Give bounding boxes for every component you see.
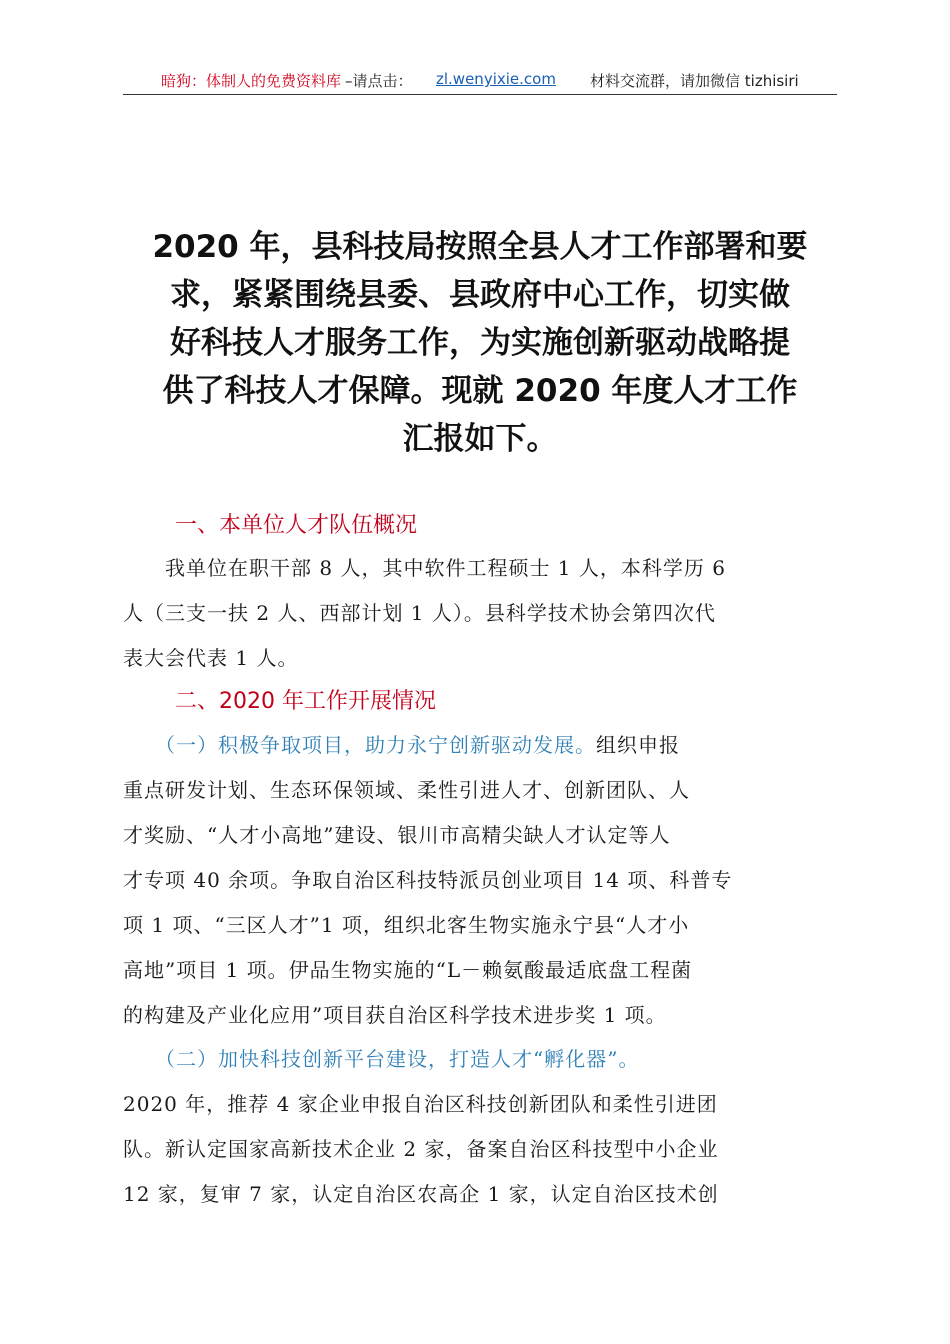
page-header: [123, 70, 837, 95]
title-line: 好科技人才服务工作，为实施创新驱动战略提: [170, 325, 790, 361]
body-line: 12 家，复审 7 家，认定自治区农高企 1 家，认定自治区技术创: [123, 1182, 719, 1206]
body-line: 人（三支一扶 2 人、西部计划 1 人）。县科学技术协会第四次代: [123, 601, 716, 625]
title-line: 2020 年，县科技局按照全县人才工作部署和要: [152, 229, 808, 265]
sub1-first-tail: 组织申报: [596, 733, 680, 757]
body-line: 重点研发计划、生态环保领域、柔性引进人才、创新团队、人: [123, 778, 690, 802]
body-line: 才专项 40 余项。争取自治区科技特派员创业项目 14 项、科普专: [123, 868, 733, 892]
header-site-name: 暗狗：体制人的免费资料库: [161, 72, 342, 90]
section-1-heading: 一、本单位人才队伍概况: [175, 513, 418, 538]
header-contact: 材料交流群，请加微信 tizhisiri: [590, 72, 799, 90]
section-2-sub1: [123, 723, 837, 1038]
title-line: 求，紧紧围绕县委、县政府中心工作，切实做: [170, 277, 790, 313]
body-line: 的构建及产业化应用”项目获自治区科学技术进步奖 1 项。: [123, 1003, 667, 1027]
body-line: 2020 年，推荐 4 家企业申报自治区科技创新团队和柔性引进团: [123, 1092, 718, 1116]
title-line: 汇报如下。: [402, 421, 558, 457]
sub1-first-line: [123, 723, 837, 768]
body-line: 高地”项目 1 项。伊品生物实施的“L－赖氨酸最适底盘工程菌: [123, 958, 693, 982]
body-line: 我单位在职干部 8 人，其中软件工程硕士 1 人，本科学历 6: [123, 556, 726, 580]
title-line: 供了科技人才保障。现就 2020 年度人才工作: [162, 373, 798, 409]
body-line: 才奖励、“人才小高地”建设、银川市高精尖缺人才认定等人: [123, 823, 671, 847]
sub1-heading: （一）积极争取项目，助力永宁创新驱动发展。: [123, 733, 596, 757]
header-link[interactable]: zl.wenyixie.com: [436, 70, 556, 88]
section-1-body: [123, 546, 837, 681]
section-2-sub2: [123, 1037, 837, 1217]
sub2-heading: （二）加快科技创新平台建设，打造人才“孵化器”。: [123, 1047, 640, 1071]
document-title: [118, 223, 842, 463]
body-line: 队。新认定国家高新技术企业 2 家，备案自治区科技型中小企业: [123, 1137, 719, 1161]
body-line: 项 1 项、“三区人才”1 项，组织北客生物实施永宁县“人才小: [123, 913, 690, 937]
body-line: 表大会代表 1 人。: [123, 646, 299, 670]
section-2-heading: 二、2020 年工作开展情况: [175, 689, 436, 714]
header-prompt: –请点击：: [345, 72, 413, 90]
